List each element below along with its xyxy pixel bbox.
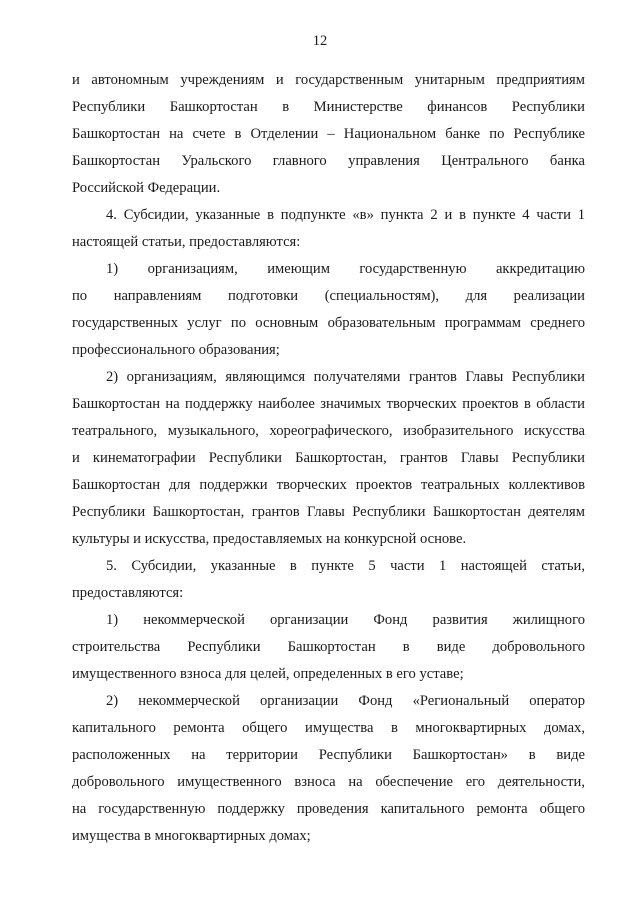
text-line: 1) организациям, имеющим государственную аккредитацию: [106, 261, 585, 277]
text-line: 2) организациям, являющимся получателями грантов Главы Республики: [106, 369, 585, 385]
text-line: капитального ремонта общего имущества в многоквартирных домах,: [72, 720, 585, 736]
text-line: по направлениям подготовки (специальностям), для реализации: [72, 288, 585, 304]
text-line: и кинематографии Республики Башкортостан, грантов Главы Республики: [72, 450, 585, 466]
text-line: профессионального образования;: [72, 342, 280, 358]
text-line: строительства Республики Башкортостан в виде добровольного: [72, 639, 585, 655]
text-line: предоставляются:: [72, 585, 184, 601]
text-line: 4. Субсидии, указанные в подпункте «в» пункта 2 и в пункте 4 части 1: [106, 207, 585, 223]
text-line: имущественного взноса для целей, определенных в его уставе;: [72, 666, 464, 682]
text-line: государственных услуг по основным образовательным программам среднего: [72, 315, 585, 331]
text-line: имущества в многоквартирных домах;: [72, 828, 311, 844]
text-line: настоящей статьи, предоставляются:: [72, 234, 301, 250]
text-line: культуры и искусства, предоставляемых на конкурсной основе.: [72, 531, 467, 547]
text-line: Республики Башкортостан в Министерстве финансов Республики: [72, 99, 585, 115]
text-line: 1) некоммерческой организации Фонд развития жилищного: [106, 612, 585, 628]
text-line: на государственную поддержку проведения капитального ремонта общего: [72, 801, 585, 817]
text-line: 2) некоммерческой организации Фонд «Региональный оператор: [106, 693, 585, 709]
document-body: [72, 67, 585, 850]
text-line: и автономным учреждениям и государственным унитарным предприятиям: [72, 72, 585, 88]
text-line: 5. Субсидии, указанные в пункте 5 части 1 настоящей статьи,: [106, 558, 585, 574]
text-line: театрального, музыкального, хореографического, изобразительного искусства: [72, 423, 585, 439]
text-line: добровольного имущественного взноса на обеспечение его деятельности,: [72, 774, 585, 790]
page-number: 12: [312, 33, 328, 49]
text-line: Российской Федерации.: [72, 180, 221, 196]
text-line: Башкортостан для поддержки творческих проектов театральных коллективов: [72, 477, 585, 493]
text-line: Башкортостан на поддержку наиболее значимых творческих проектов в области: [72, 396, 585, 412]
text-line: Республики Башкортостан, грантов Главы Республики Башкортостан деятелям: [72, 504, 585, 520]
text-line: расположенных на территории Республики Башкортостан» в виде: [72, 747, 585, 763]
text-line: Башкортостан на счете в Отделении – Национальном банке по Республике: [72, 126, 585, 142]
text-line: Башкортостан Уральского главного управления Центрального банка: [72, 153, 585, 169]
